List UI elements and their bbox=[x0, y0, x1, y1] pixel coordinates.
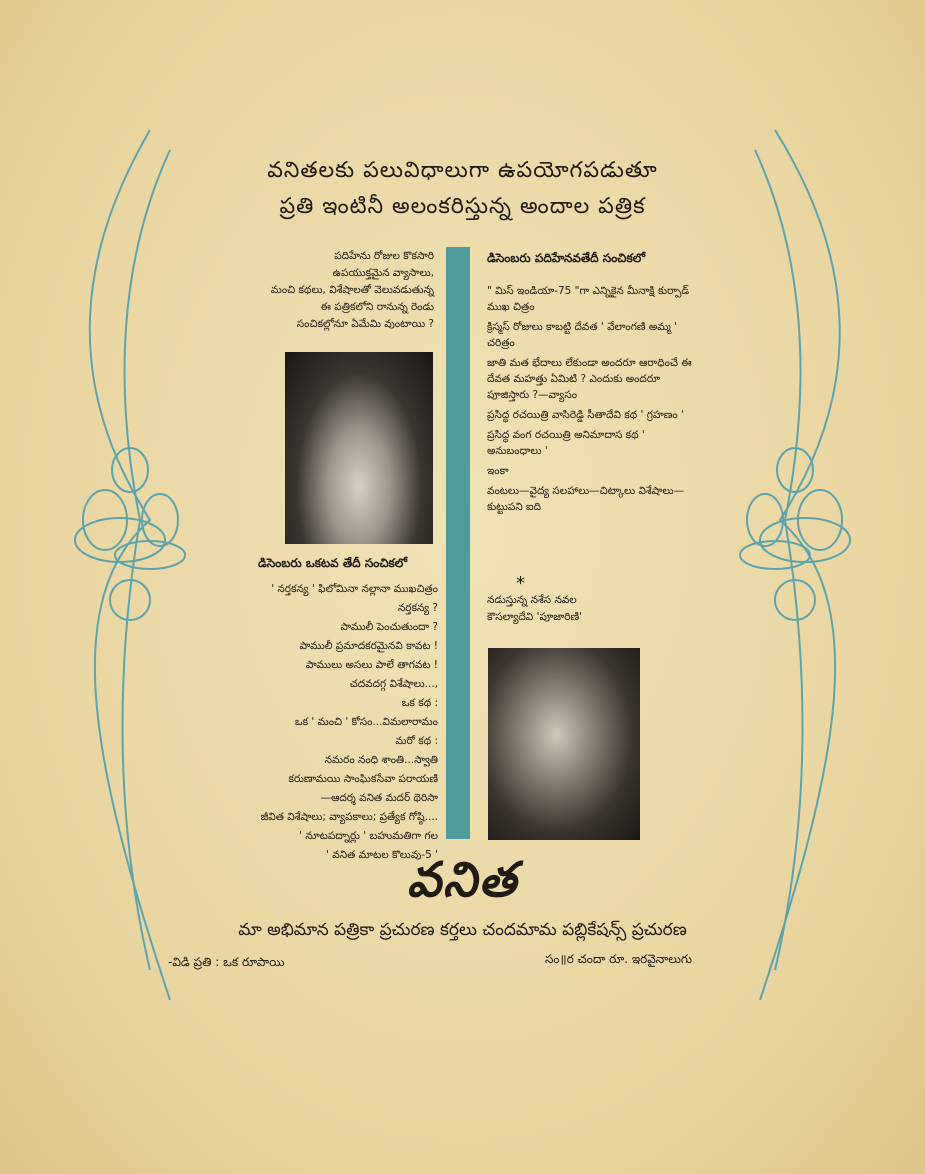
contents-line: నమరం నంధి శాంతి...స్వాతి bbox=[324, 754, 438, 766]
contents-item: ఇంకా bbox=[487, 465, 509, 477]
headline-line-1: వనితలకు పలువిధాలుగా ఉపయోగపడుతూ bbox=[267, 158, 658, 183]
publisher-line: మా అభిమాన పత్రికా ప్రచురణ కర్తలు చందమామ పబ్లికేషన్స్ ప్రచురణ bbox=[238, 920, 687, 940]
contents-line: నర్తకన్య ? bbox=[397, 602, 438, 614]
contents-line: పాములు అసలు పాలే తాగవట ! bbox=[305, 659, 438, 671]
contents-line: ' నర్తకన్య ' ఫిలోమినా నల్లానా ముఖచిత్రం bbox=[271, 583, 438, 595]
contents-line: ' వనిత మాటల కొలువు-5 ' bbox=[326, 849, 438, 861]
serial-novel-note bbox=[487, 592, 687, 626]
intro-line: పదిహేను రోజుల కొకసారి bbox=[334, 250, 434, 262]
intro-line: ఉపయుక్తమైన వ్యాసాలు, bbox=[332, 267, 434, 279]
intro-line: సంచికల్లోనూ ఏమేమి వుంటాయి ? bbox=[296, 318, 434, 330]
single-copy-price: -విడి ప్రతి : ఒక రూపాయి bbox=[168, 955, 285, 969]
star-separator: * bbox=[516, 573, 525, 594]
contents-line: చదవదగ్గ విశేషాలు..., bbox=[349, 678, 438, 690]
right-flourish-inner bbox=[755, 150, 803, 970]
headline-line-2: ప్రతి ఇంటినీ అలంకరిస్తున్న అందాల పత్రిక bbox=[279, 194, 646, 219]
contents-line: కరుణామయి సాంఘికసేవా పరాయణి bbox=[288, 773, 438, 785]
contents-item: వంటలు—వైద్య సలహాలు—చిట్కాలు విశేషాలు—కుట్టుపని ఐది bbox=[487, 485, 685, 513]
december-1-contents bbox=[238, 580, 438, 865]
cover-photo-meenakshi bbox=[488, 648, 640, 840]
contents-line: పాములీ పెంచుతుందా ? bbox=[340, 621, 438, 633]
contents-item: ప్రసిద్ధ వంగ రచయిత్రి అనిమాదాస కథ ' అనుబంధాలు ' bbox=[487, 429, 645, 457]
magazine-logo: వనిత bbox=[406, 852, 519, 908]
contents-item: జాతి మత భేదాలు లేకుండా అందరూ ఆరాధించే ఈ దేవత మహత్తు ఏమిటి ? ఎందుకు అందరూ పూజిస్తారు ?—వ్యాసం bbox=[487, 357, 692, 401]
left-intro-block bbox=[238, 248, 434, 333]
intro-line: మంచి కథలు, విశేషాలతో వెలువడుతున్న bbox=[270, 284, 434, 296]
december-15-heading: డిసెంబరు పదిహేనవతేదీ సంచికలో bbox=[487, 251, 646, 265]
serial-line: నడుస్తున్న నశేస నవల bbox=[487, 594, 577, 606]
contents-line: జీవిత విశేషాలు; వ్యాపకాలు; ప్రత్యేక గోష్ఠి.... bbox=[260, 811, 438, 823]
contents-line: ఒక ' మంచి ' కోసం...విమలారామం bbox=[294, 716, 438, 728]
center-divider-bar bbox=[446, 247, 470, 839]
contents-item: ప్రసిద్ధ రచయిత్రి వాసిరెడ్డి సీతాదేవి కథ ' గ్రహణం ' bbox=[487, 409, 684, 421]
intro-line: ఈ పత్రికలోని రానున్న రెండు bbox=[320, 301, 434, 313]
contents-item: క్రిస్మస్ రోజులు కాబట్టి దేవత ' వేలాంగణి అమ్మ ' చరిత్రం bbox=[487, 321, 678, 349]
contents-line: ' నూటపద్నార్లు ' బహుమతిగా గల bbox=[299, 830, 438, 842]
contents-line: మరో కథ : bbox=[395, 735, 438, 747]
contents-line: ఒక కథ : bbox=[401, 697, 438, 709]
contents-line: —ఆదర్శ వనిత మదర్ థెరిసా bbox=[320, 792, 438, 804]
december-1-heading: డిసెంబరు ఒకటవ తేదీ సంచికలో bbox=[258, 556, 408, 570]
left-flourish-inner bbox=[123, 150, 171, 970]
contents-item: " మిస్ ఇండియా-75 "గా ఎన్నికైన మీనాక్షి కుర్పాడ్ ముఖ చిత్రం bbox=[487, 285, 690, 313]
cover-photo-filomina bbox=[285, 352, 433, 544]
serial-line: కౌసల్యాదేవి 'పూజారిణి' bbox=[487, 611, 583, 623]
annual-subscription: సం॥ర చందా రూ. ఇరవైనాలుగు bbox=[545, 952, 693, 966]
december-15-contents bbox=[487, 283, 697, 519]
contents-line: పాములీ ప్రమాదకరమైనవి కావట ! bbox=[299, 640, 438, 652]
